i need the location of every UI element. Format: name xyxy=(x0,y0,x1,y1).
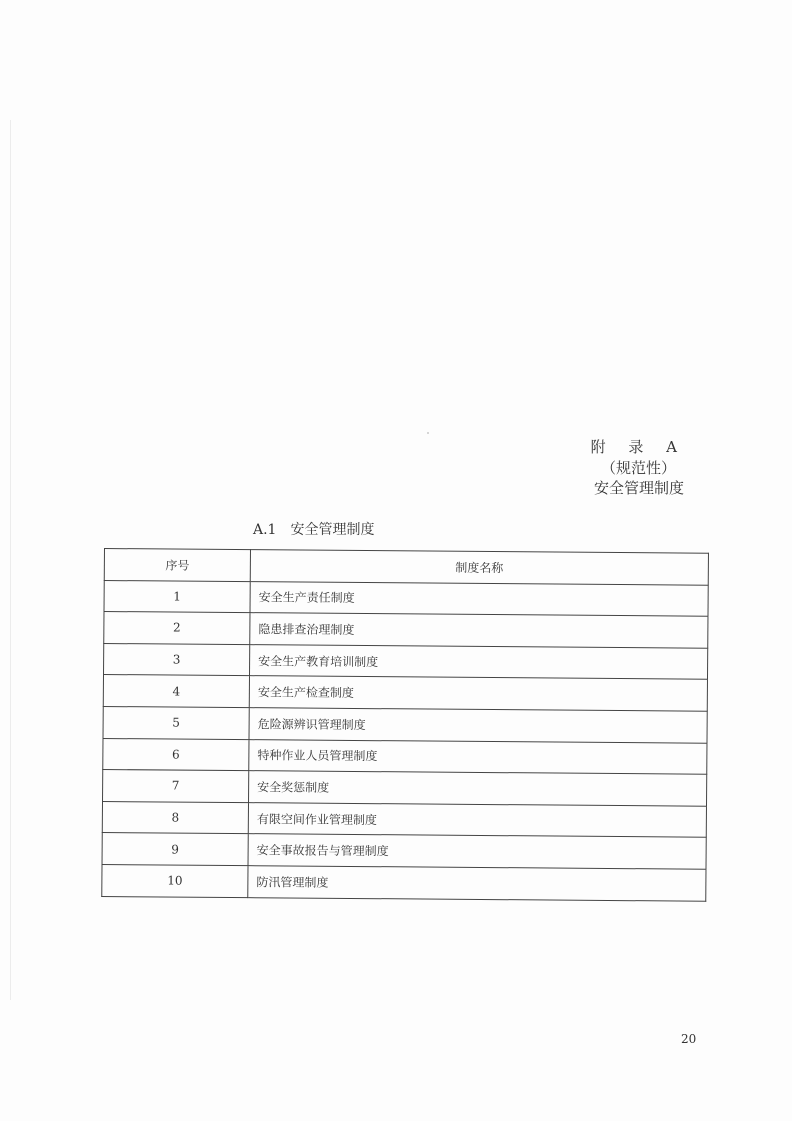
row-number: 7 xyxy=(103,770,249,803)
table-row xyxy=(102,833,706,869)
section-heading xyxy=(253,519,374,539)
table-row xyxy=(103,770,707,806)
table-row xyxy=(103,675,707,711)
table-row xyxy=(103,738,707,774)
table-row xyxy=(104,612,708,648)
table-header-row xyxy=(104,549,708,585)
appendix-title: 附 录 A xyxy=(590,438,686,456)
section-title: 安全管理制度 xyxy=(290,522,375,538)
row-number: 5 xyxy=(103,706,249,739)
appendix-type: （规范性） xyxy=(600,458,676,477)
table-row xyxy=(102,864,706,900)
row-regulation-name: 特种作业人员管理制度 xyxy=(249,739,707,774)
table-row xyxy=(104,580,708,616)
row-regulation-name: 防汛管理制度 xyxy=(248,866,706,901)
appendix-name: 安全管理制度 xyxy=(593,479,684,497)
table-row xyxy=(104,643,708,679)
page-number: 20 xyxy=(681,1032,697,1046)
header-regulation-name: 制度名称 xyxy=(250,550,708,585)
row-number: 9 xyxy=(102,833,248,866)
row-number: 8 xyxy=(102,801,248,834)
header-serial-number: 序号 xyxy=(104,549,250,582)
regulations-table-wrapper xyxy=(101,548,708,916)
row-regulation-name: 安全生产检查制度 xyxy=(249,676,707,711)
table-row xyxy=(103,706,707,742)
row-regulation-name: 有限空间作业管理制度 xyxy=(248,802,706,837)
row-regulation-name: 危险源辨识管理制度 xyxy=(249,708,707,743)
row-regulation-name: 安全奖惩制度 xyxy=(249,771,707,806)
row-regulation-name: 安全生产教育培训制度 xyxy=(249,644,707,679)
row-number: 4 xyxy=(103,675,249,708)
row-number: 1 xyxy=(104,580,250,613)
row-number: 6 xyxy=(103,738,249,771)
row-regulation-name: 安全生产责任制度 xyxy=(250,581,708,616)
row-number: 10 xyxy=(102,864,248,897)
regulations-table xyxy=(101,548,709,901)
section-number: A.1 xyxy=(253,522,277,538)
row-regulation-name: 隐患排查治理制度 xyxy=(250,613,708,648)
scan-speck xyxy=(427,432,429,434)
scan-edge-line xyxy=(10,120,11,1000)
table-row xyxy=(102,801,706,837)
appendix-heading xyxy=(591,437,684,499)
row-number: 3 xyxy=(104,643,250,676)
row-regulation-name: 安全事故报告与管理制度 xyxy=(248,834,706,869)
row-number: 2 xyxy=(104,612,250,645)
